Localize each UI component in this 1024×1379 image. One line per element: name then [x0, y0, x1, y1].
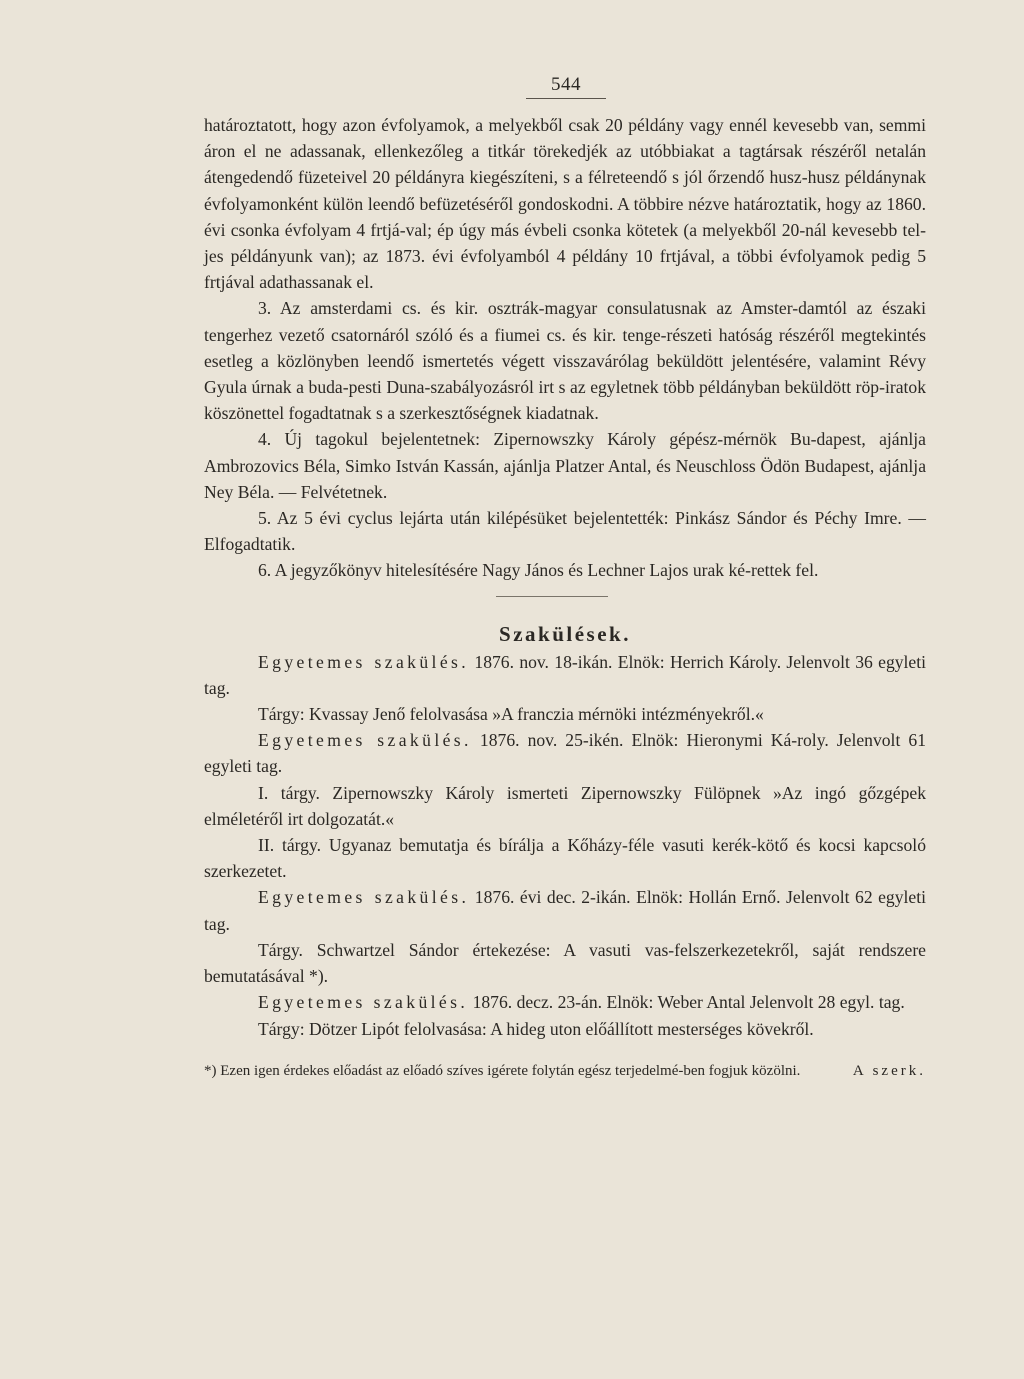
- footnote: [204, 1060, 926, 1082]
- session-details: 1876. évi dec. 2-ikán. Elnök: Hollán Ernő. Jelenvolt 62 egyleti tag.: [204, 887, 926, 934]
- session-header: [204, 649, 926, 701]
- page-number: 544: [526, 74, 606, 99]
- session-item: Tárgy: Kvassay Jenő felolvasása »A franczia mérnöki intézményekről.«: [258, 704, 764, 725]
- session-header: [204, 989, 926, 1015]
- divider: [496, 596, 608, 597]
- footnote-text: *) Ezen igen érdekes előadást az előadó szíves igérete folytán egész terjedelmé-ben fogjuk közölni.: [204, 1062, 801, 1079]
- session-header: [204, 727, 926, 779]
- session-label: Egyetemes szakülés.: [258, 651, 470, 672]
- paragraph: 4. Új tagokul bejelentetnek: Zipernowszky Károly gépész-mérnök Bu-dapest, ajánlja Ambrozovics Béla, Simko István Kassán, ajánlja Platzer Antal, és Neuschloss Ödön Budapest, ajánlja Ney Béla. — Felvétetnek.: [204, 429, 926, 502]
- session-details: 1876. nov. 18-ikán. Elnök: Herrich Károly. Jelenvolt 36 egyleti tag.: [204, 651, 927, 698]
- section-heading: Szakülések.: [499, 621, 631, 646]
- session-item: I. tárgy. Zipernowszky Károly ismerteti Zipernowszky Fülöpnek »Az ingó gőzgépek elméletéről irt dolgozatát.«: [204, 782, 926, 829]
- page-content: [204, 112, 926, 1082]
- session-item: II. tárgy. Ugyanaz bemutatja és bírálja a Kőházy-féle vasuti kerék-kötő és kocsi kapcsoló szerkezetet.: [204, 835, 926, 882]
- session-item: Tárgy: Dötzer Lipót felolvasása: A hideg uton előállított mesterséges kövekről.: [258, 1018, 814, 1039]
- paragraph: 5. Az 5 évi cyclus lejárta után kilépésüket bejelentették: Pinkász Sándor és Péchy Imre. — Elfogadtatik.: [204, 508, 926, 555]
- session-details: 1876. decz. 23-án. Elnök: Weber Antal Jelenvolt 28 egyl. tag.: [468, 992, 905, 1013]
- session-label: Egyetemes szakülés.: [258, 887, 470, 908]
- session-details: 1876. nov. 25-ikén. Elnök: Hieronymi Ká-roly. Jelenvolt 61 egyleti tag.: [204, 730, 926, 777]
- paragraph: 3. Az amsterdami cs. és kir. osztrák-magyar consulatusnak az Amster-damtól az északi tengerhez vezető csatornáról szóló és a fiumei cs. és kir. tenge-részeti hatóság részéről megtekintés esetleg a közlönyben leendő ismertetés végett visszavárólag beküldött jelentésére, valamint Révy Gyula úrnak a buda-pesti Duna-szabályozásról irt s az egyletnek több példányban beküldött röp-iratok köszönettel fogadtatnak s a szerkesztőségnek kiadatnak.: [204, 298, 926, 424]
- session-item: Tárgy. Schwartzel Sándor értekezése: A vasuti vas-felszerkezetekről, saját rendszere bemutatásával *).: [204, 939, 926, 987]
- session-header: [204, 884, 926, 936]
- session-label: Egyetemes szakülés.: [258, 730, 472, 751]
- paragraph: 6. A jegyzőkönyv hitelesítésére Nagy János és Lechner Lajos urak ké-rettek fel.: [258, 560, 819, 581]
- footnote-signature: A szerk.: [852, 1062, 926, 1079]
- session-label: Egyetemes szakülés.: [258, 992, 469, 1013]
- paragraph: határoztatott, hogy azon évfolyamok, a melyekből csak 20 példány vagy ennél kevesebb van, semmi áron el ne adassanak, ellenkezőleg a titkár törekedjék az utóbbiakat a tagtársak részéről netalán átengedendő füzeteivel 20 példányra kiegészíteni, s a félreteendő s jól őrzendő husz-husz példánynak évfolyamonként külön leendő befüzetéséről gondoskodni. A többire nézve határoztatik, hogy az 1860. évi csonka évfolyam 4 frtjá-val; ép úgy más évbeli csonka kötetek (a melyekből 20-nál kevesebb tel-jes példányunk van); az 1873. évi évfolyamból 4 példány 10 frtjával, a többi évfolyamok pedig 5 frtjával adathassanak el.: [204, 115, 926, 293]
